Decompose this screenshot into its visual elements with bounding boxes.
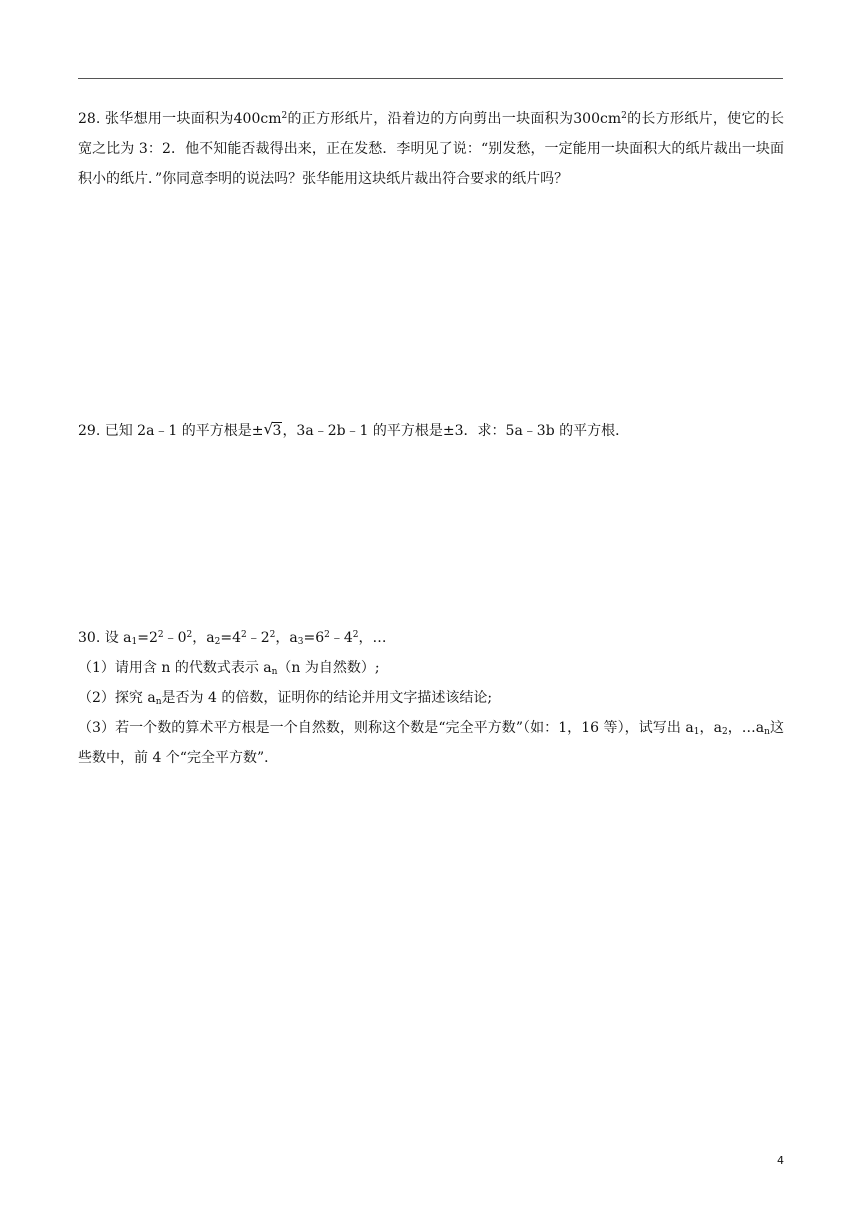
subscript: n	[764, 727, 770, 737]
superscript: 2	[157, 630, 164, 640]
text-run: 张华想用一块面积为	[105, 111, 234, 127]
superscript: 2	[281, 111, 288, 121]
text-run: 这些数中，前 4 个“完全平方数”．	[78, 720, 784, 766]
text-run: 设 a	[104, 630, 132, 646]
text-run: ，3a﹣2b﹣1 的平方根是±3．求：5a﹣3b 的平方根．	[282, 423, 630, 439]
subscript: 3	[297, 637, 304, 647]
superscript: 2	[186, 630, 193, 640]
text-run: 是否为 4 的倍数，证明你的结论并用文字描述该结论;	[161, 690, 493, 706]
radicand: 3	[272, 423, 282, 439]
text-run: ，…	[358, 630, 387, 646]
text-run: ，…a	[727, 720, 765, 736]
text-run: 的长方形纸片，使它的长宽之比为 3：2．他不知能否裁得出来，正在发愁．李明见了说：“别发愁，一定能用一块面积大的纸片裁出一块面积小的纸片．”你同意李明的说法吗？张华能用这块纸片裁出符合要求的纸片吗？	[78, 111, 785, 187]
question-30	[78, 623, 784, 773]
text-run: 已知 2a﹣1 的平方根是±	[104, 423, 264, 439]
text-run: ，a	[699, 720, 722, 736]
question-number: 29.	[78, 423, 101, 439]
subscript: 2	[721, 727, 728, 737]
question-30-part-1	[78, 653, 784, 683]
superscript: 2	[241, 630, 247, 640]
header-rule	[78, 78, 783, 79]
subscript: 1	[131, 637, 138, 647]
text-run: ﹣4	[329, 630, 353, 646]
text-run: 400cm	[233, 111, 282, 127]
text-run: =2	[137, 630, 158, 646]
text-run: ，a	[275, 630, 298, 646]
question-30-part-2	[78, 683, 784, 713]
question-number: 28.	[78, 111, 101, 127]
question-28	[78, 104, 784, 194]
subscript: 2	[214, 637, 221, 647]
superscript: 2	[352, 630, 359, 640]
question-28-text	[78, 104, 784, 194]
superscript: 2	[269, 630, 276, 640]
square-root-expression	[264, 416, 283, 446]
text-run: 的正方形纸片，沿着边的方向剪出一块面积为	[287, 111, 574, 127]
subscript: 1	[693, 727, 700, 737]
question-30-intro	[78, 623, 784, 653]
subscript: n	[155, 697, 162, 707]
question-29-text	[78, 416, 784, 446]
text-run: （3）若一个数的算术平方根是一个自然数，则称这个数是“完全平方数”（如：1，16 等），试写出 a	[78, 720, 694, 736]
question-29	[78, 416, 784, 446]
superscript: 2	[621, 111, 627, 121]
question-number: 30.	[78, 630, 101, 646]
text-run: ﹣0	[163, 630, 187, 646]
subscript: n	[271, 667, 278, 677]
text-run: =6	[303, 630, 325, 646]
text-run: （1）请用含 n 的代数式表示 a	[78, 660, 272, 676]
text-run: （n 为自然数）;	[277, 660, 380, 676]
text-run: ﹣2	[246, 630, 270, 646]
text-run: =4	[220, 630, 242, 646]
text-run: （2）探究 a	[78, 690, 156, 706]
radical-sign-icon: √	[263, 420, 274, 438]
text-run: ，a	[192, 630, 215, 646]
page-number: 4	[777, 1154, 784, 1167]
question-30-part-3	[78, 713, 784, 773]
superscript: 2	[324, 630, 330, 640]
text-run: 300cm	[573, 111, 622, 127]
